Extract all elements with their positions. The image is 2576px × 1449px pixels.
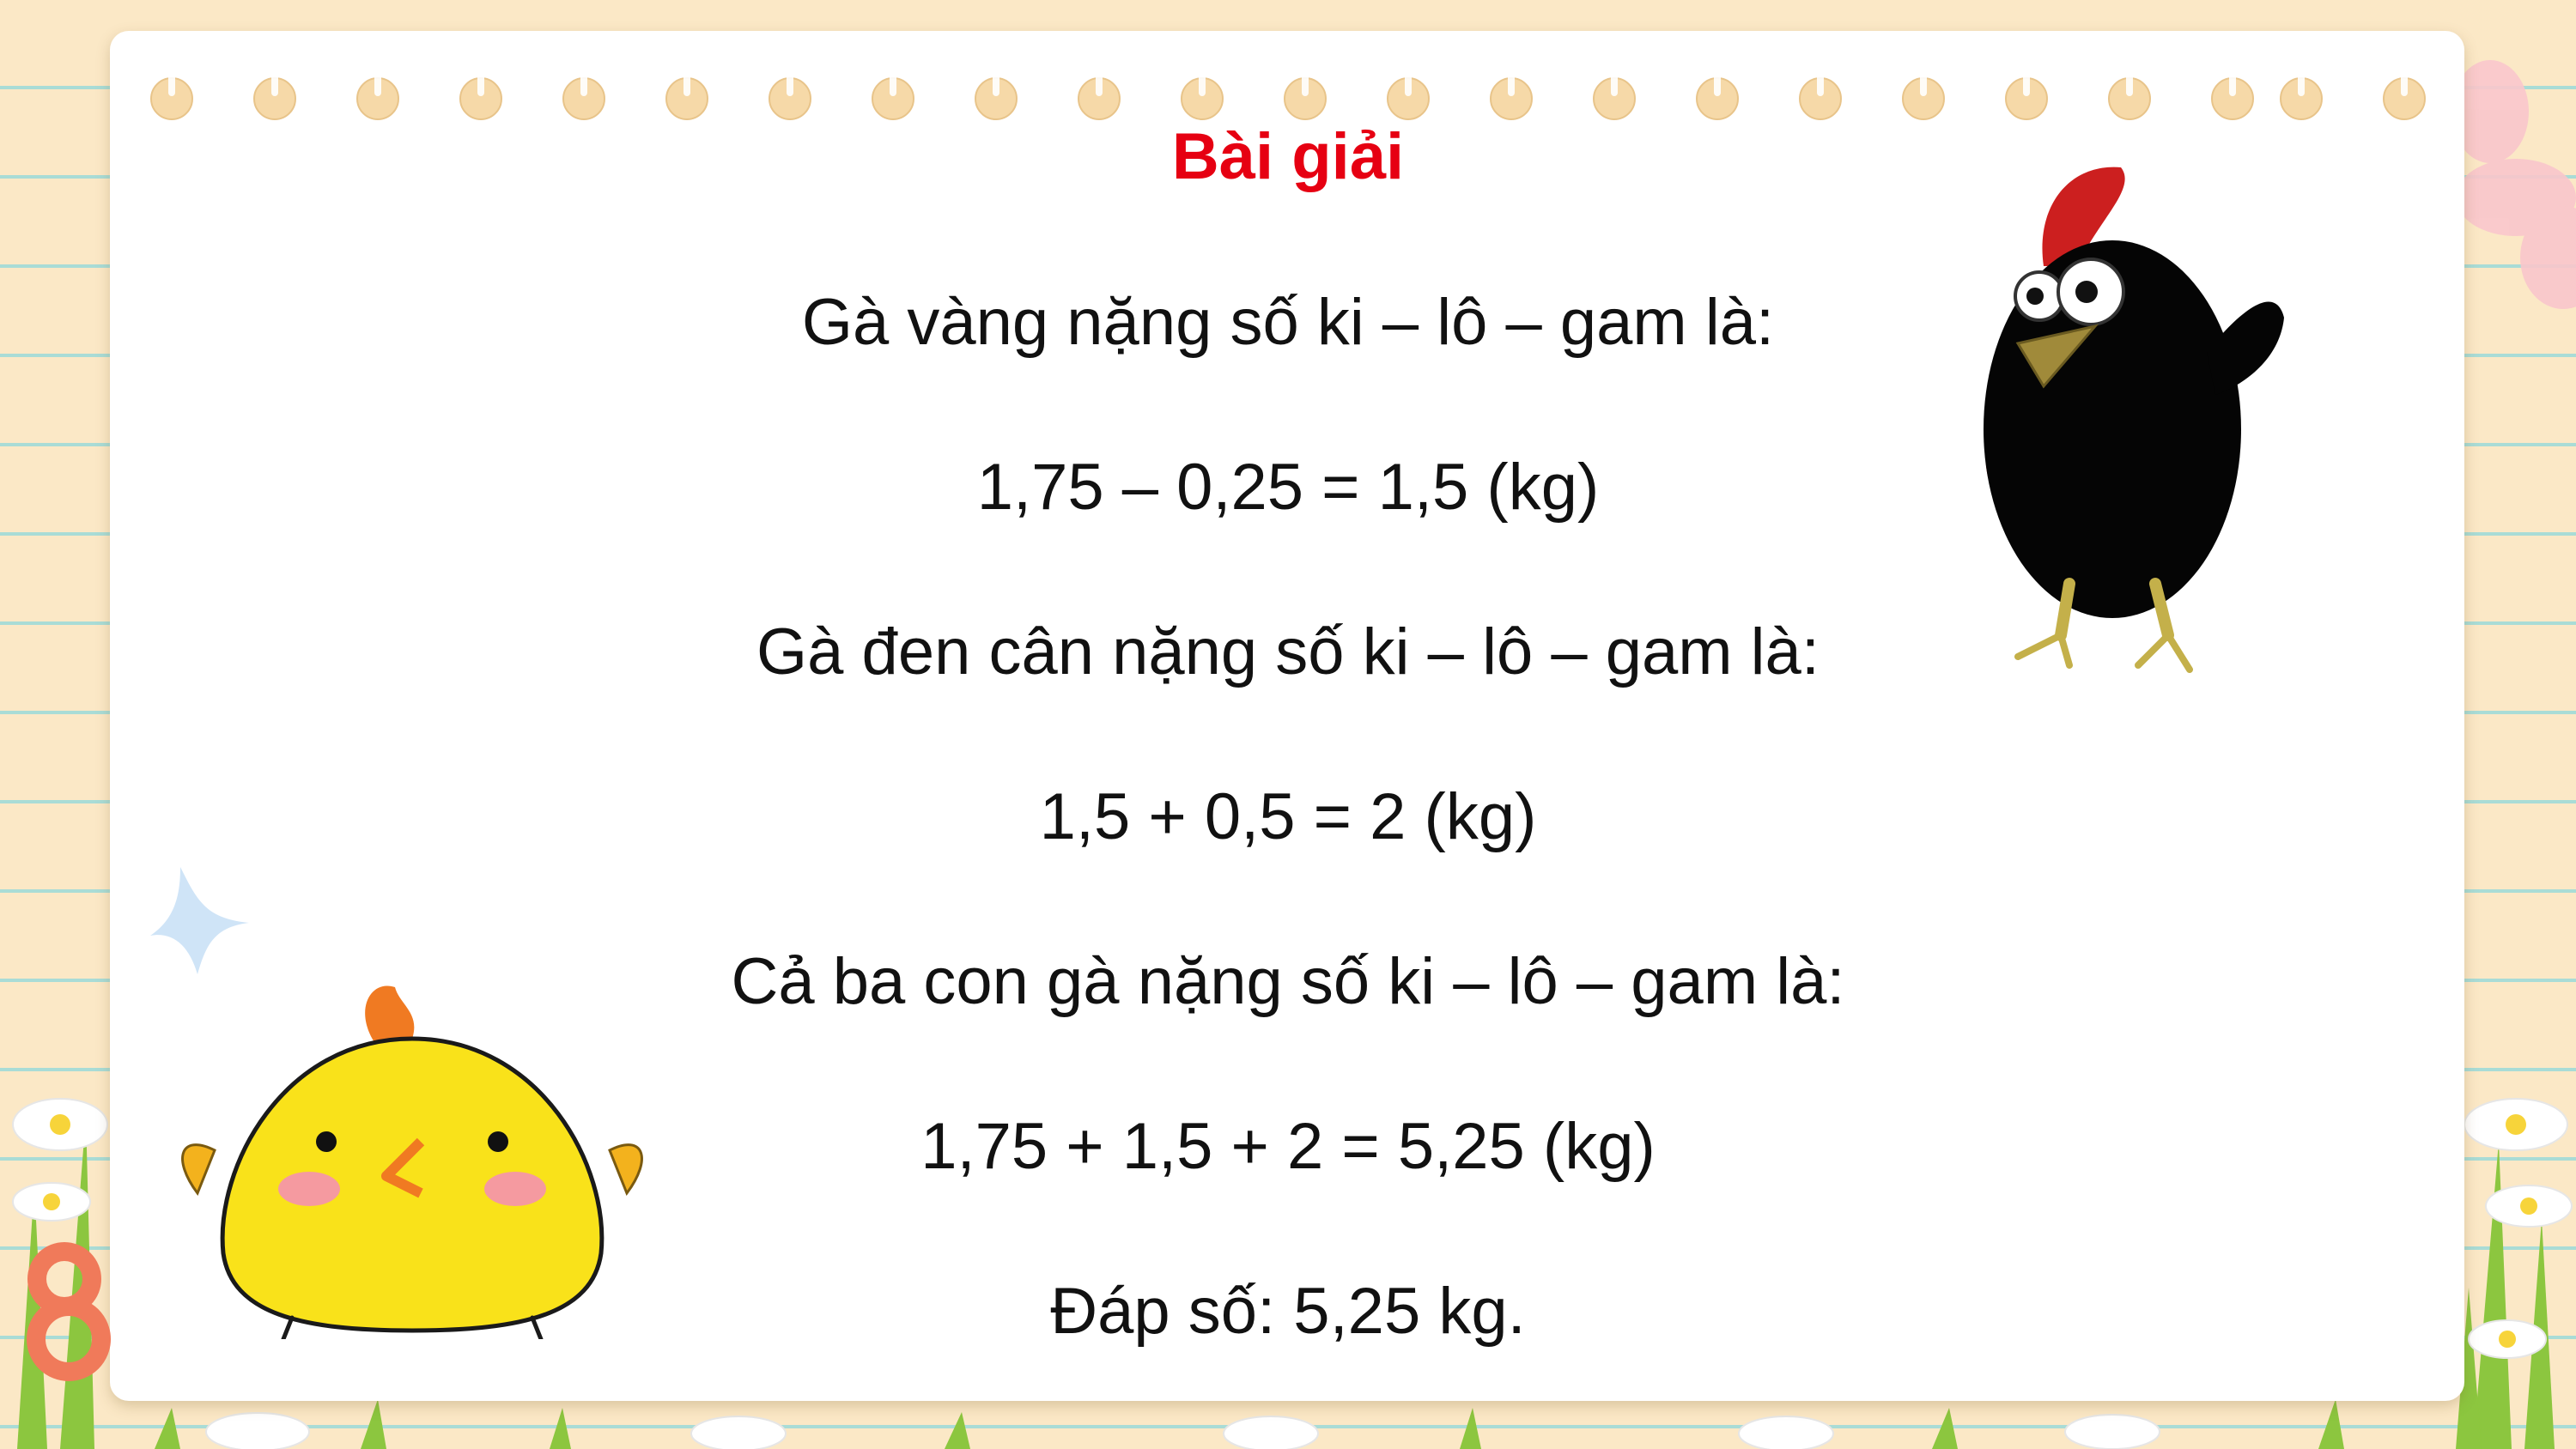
number-eight-decoration (13, 1236, 120, 1382)
step-2-calculation: 1,5 + 0,5 = 2 (kg) (1039, 780, 1537, 853)
step-3-calculation: 1,75 + 1,5 + 2 = 5,25 (kg) (920, 1110, 1656, 1183)
step-3-label: Cả ba con gà nặng số ki – lô – gam là: (731, 945, 1845, 1018)
solution-title: Bài giải (1171, 120, 1405, 193)
black-rooster-illustration (1966, 155, 2301, 678)
step-1-label: Gà vàng nặng số ki – lô – gam là: (801, 286, 1775, 359)
final-answer: Đáp số: 5,25 kg. (1050, 1275, 1526, 1348)
step-2-label: Gà đen cân nặng số ki – lô – gam là: (756, 615, 1820, 688)
sparkle-icon (146, 858, 258, 979)
yellow-chick-illustration (163, 979, 661, 1339)
step-1-calculation: 1,75 – 0,25 = 1,5 (kg) (976, 451, 1600, 524)
